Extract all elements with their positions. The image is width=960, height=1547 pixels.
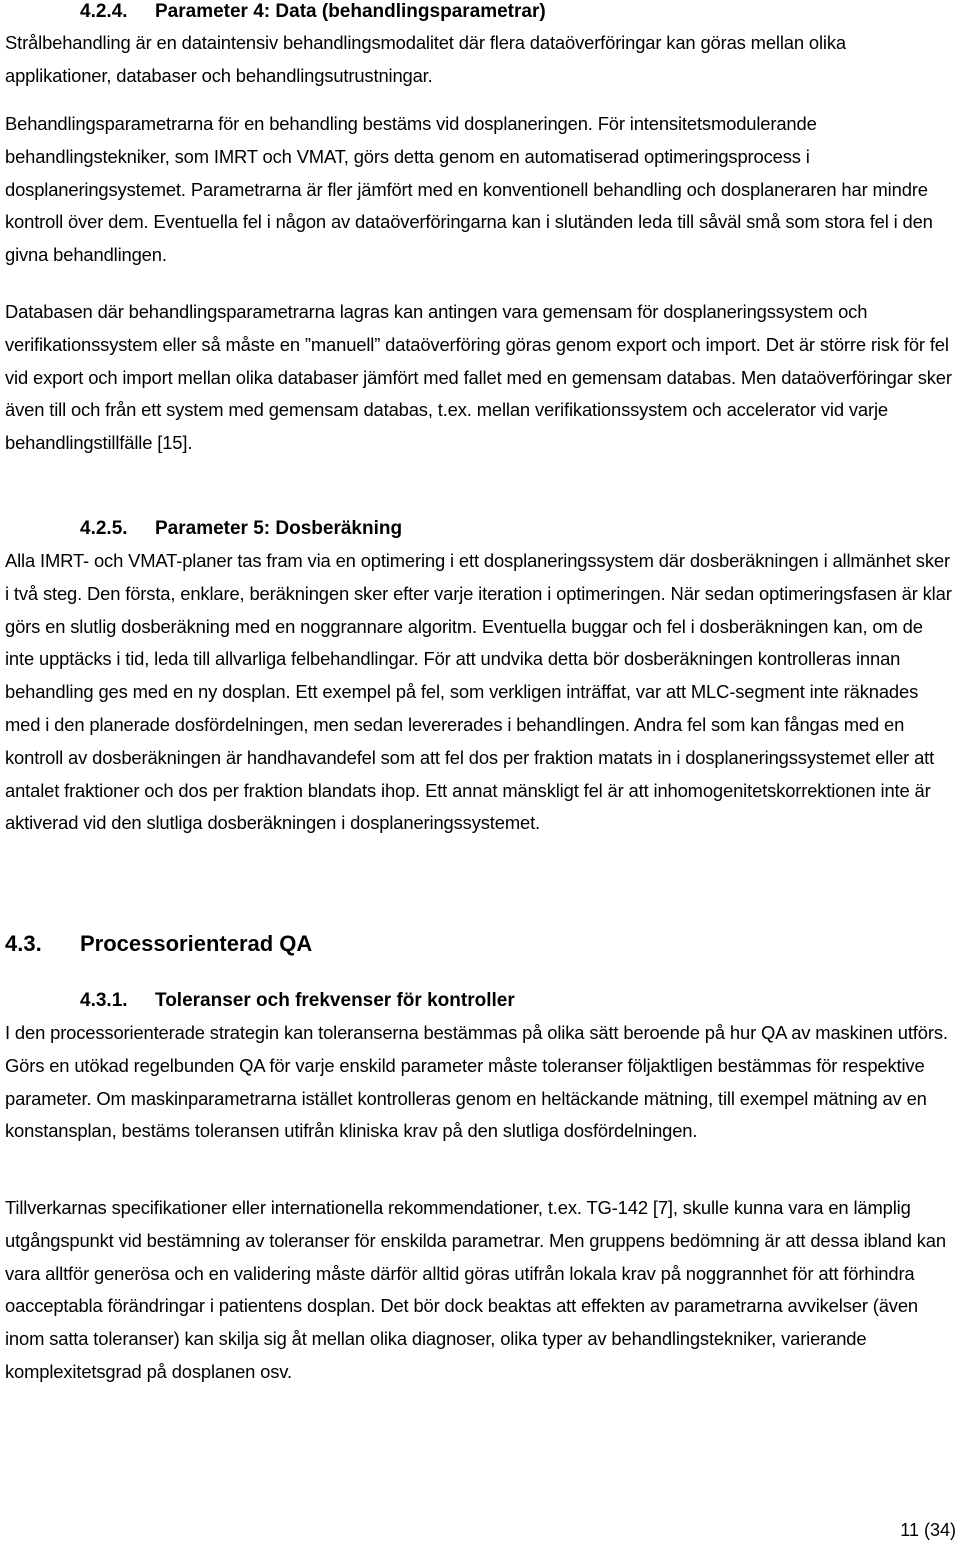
section-heading-4-2-4	[5, 0, 546, 24]
paragraph: Behandlingsparametrarna för en behandling bestäms vid dosplaneringen. För intensitetsmodulerande behandlingstekniker, som IMRT och VMAT, görs detta genom en automatiserad optimeringsprocess i dosplaneringsystemet. Parametrarna är fler jämfört med en konventionell behandling och dosplaneraren har mindre kontroll över dem. Eventuella fel i någon av dataöverföringarna kan i slutänden leda till såväl små som stora fel i den givna behandlingen.	[5, 113, 933, 266]
section-heading-4-3	[5, 930, 312, 958]
section-number: 4.2.5.	[80, 518, 128, 539]
paragraph: Alla IMRT- och VMAT-planer tas fram via en optimering i ett dosplaneringssystem där dosberäkningen i allmänhet sker i två steg. Den första, enklare, beräkningen sker efter varje iteration i optimeringen. När sedan optimeringsfasen är klar görs en slutlig dosberäkning med en noggrannare algoritm. Eventuella buggar och fel i dosberäkningen kan, om de inte upptäcks i tid, leda till allvarliga felbehandlingar. För att undvika detta bör dosberäkningen kontrolleras innan behandling ges med en ny dosplan. Ett exempel på fel, som verkligen inträffat, var att MLC-segment inte räknades med i den planerade dosfördelningen, men sedan levererades i behandlingen. Andra fel som kan fångas med en kontroll av dosberäkningen är handhavandefel som att fel dos per fraktion matats in i dosplaneringssystemet eller att antalet fraktioner och dos per fraktion blandats ihop. Ett annat mänskligt fel är att inhomogenitetskorrektionen inte är aktiverad vid den slutliga dosberäkningen i dosplaneringssystemet.	[5, 550, 952, 834]
paragraph: I den processorienterade strategin kan toleranserna bestämmas på olika sätt beroende på hur QA av maskinen utförs. Görs en utökad regelbunden QA för varje enskild parameter måste toleranser följaktligen bestämmas för respektive parameter. Om maskinparametrarna istället kontrolleras genom en heltäckande mätning, till exempel mätning av en konstansplan, bestäms toleransen utifrån kliniska krav på den slutliga dosfördelningen.	[5, 1022, 948, 1142]
section-title: Processorienterad QA	[80, 931, 313, 956]
paragraph: Databasen där behandlingsparametrarna lagras kan antingen vara gemensam för dosplaneringssystem och verifikationssystem eller så måste en ”manuell” dataöverföring göras genom export och import. Det är större risk för fel vid export och import mellan olika databaser jämfört med fallet med en gemensam databas. Men dataöverföringar sker även till och från ett system med gemensam databas, t.ex. mellan verifikationssystem och accelerator vid varje behandlingstillfälle [15].	[5, 301, 952, 454]
section-number: 4.3.	[5, 931, 42, 956]
section-heading-4-3-1	[5, 989, 515, 1013]
section-number: 4.2.4.	[80, 1, 128, 22]
section-title: Parameter 5: Dosberäkning	[155, 518, 403, 539]
paragraph: Strålbehandling är en dataintensiv behandlingsmodalitet där flera dataöverföringar kan göras mellan olika applikationer, databaser och behandlingsutrustningar.	[5, 32, 846, 86]
section-title: Parameter 4: Data (behandlingsparametrar)	[155, 1, 546, 22]
section-heading-4-2-5	[5, 517, 402, 541]
section-title: Toleranser och frekvenser för kontroller	[155, 990, 515, 1011]
section-number: 4.3.1.	[80, 990, 128, 1011]
page-number: 11 (34)	[900, 1520, 956, 1540]
paragraph: Tillverkarnas specifikationer eller internationella rekommendationer, t.ex. TG-142 [7], skulle kunna vara en lämplig utgångspunkt vid bestämning av toleranser för enskilda parametrar. Men gruppens bedömning är att dessa ibland kan vara alltför generösa och en validering måste därför alltid göras utifrån lokala krav på noggrannhet för att förhindra oacceptabla förändringar i patientens dosplan. Det bör dock beaktas att effekten av parametrarna avvikelser (även inom satta toleranser) kan skilja sig åt mellan olika diagnoser, olika typer av behandlingstekniker, varierande komplexitetsgrad på dosplanen osv.	[5, 1197, 946, 1382]
